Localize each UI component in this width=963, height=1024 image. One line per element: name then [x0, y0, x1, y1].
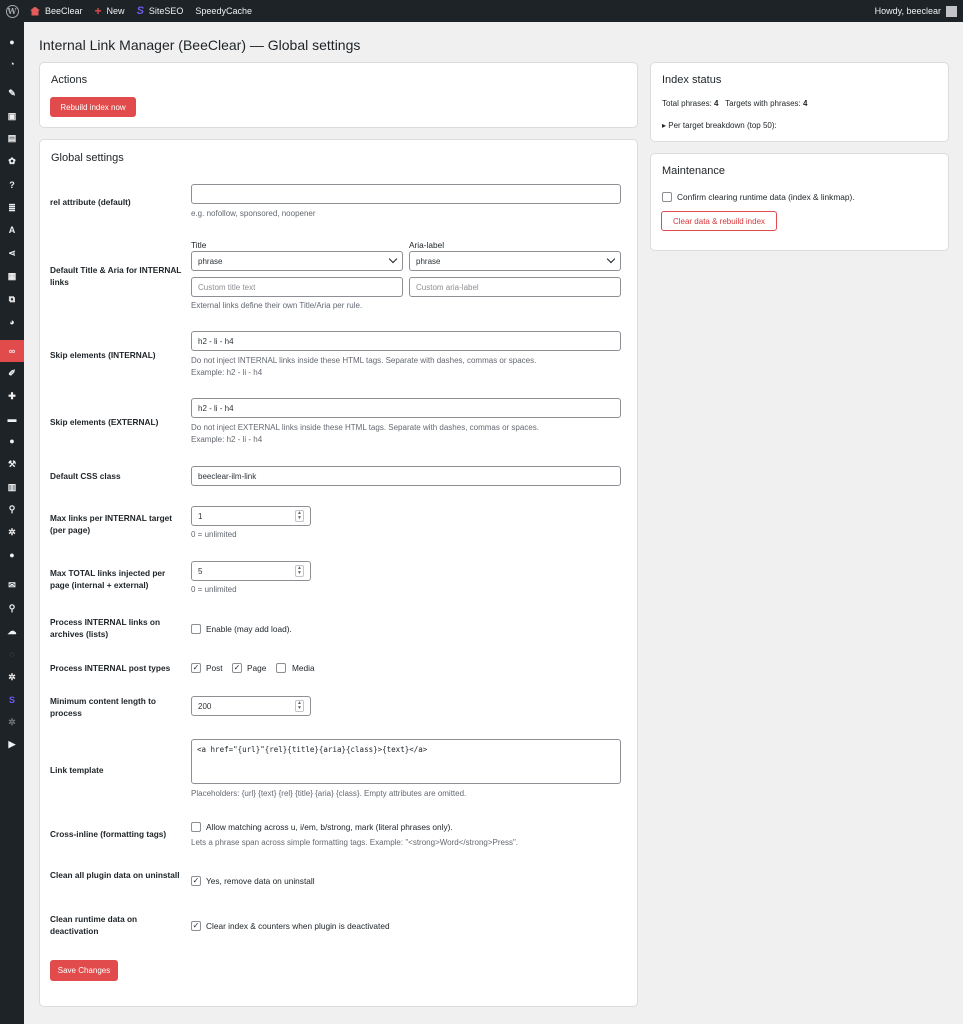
pages-icon[interactable]: ▤	[7, 132, 17, 143]
max-internal-help: 0 = unlimited	[191, 530, 237, 539]
post-type-post-checkbox[interactable]: ✓	[192, 663, 200, 672]
total-phrases-text: Total phrases: 4 Targets with phrases: 4	[662, 99, 808, 108]
comments-icon[interactable]: ✿	[8, 155, 16, 166]
rel-help: e.g. nofollow, sponsored, noopener	[191, 209, 316, 218]
post-type-page-label: Page	[247, 663, 267, 673]
aria-select[interactable]: phrase	[409, 251, 621, 271]
title-column-label: Title	[191, 240, 207, 250]
skip-external-input[interactable]: h2 - li - h4	[191, 398, 621, 418]
max-internal-input[interactable]: 1 ▲ ▼	[191, 506, 311, 526]
title-aria-help: External links define their own Title/Aria per rule.	[191, 301, 363, 310]
admin-sidebar	[0, 22, 24, 1024]
skip-internal-help: Do not inject INTERNAL links inside these HTML tags. Separate with dashes, commas or spaces.	[191, 356, 537, 365]
min-length-label: Minimum content length to process	[50, 696, 157, 718]
maintenance-panel	[650, 153, 949, 251]
rel-input[interactable]	[191, 184, 621, 204]
cross-inline-label: Cross-inline (formatting tags)	[50, 829, 167, 839]
per-target-breakdown-toggle[interactable]: ▸ Per target breakdown (top 50):	[662, 121, 777, 130]
cross-inline-checkbox[interactable]	[191, 822, 201, 832]
confirm-clear-label: Confirm clearing runtime data (index & linkmap).	[677, 192, 855, 202]
dashboard-icon[interactable]: ◔	[9, 59, 15, 69]
font-icon[interactable]: A	[8, 225, 16, 235]
skip-internal-example: Example: h2 - li - h4	[191, 368, 263, 377]
global-settings-title: Global settings	[51, 152, 124, 164]
stepper-icon[interactable]: ▲ ▼	[295, 565, 304, 577]
skip-external-label: Skip elements (EXTERNAL)	[50, 417, 159, 427]
profile-icon[interactable]: ●	[9, 550, 15, 560]
custom-aria-input[interactable]: Custom aria-label	[409, 277, 621, 297]
post-type-media-label: Media	[292, 663, 315, 673]
clean-deactivation-label: Clean runtime data on deactivation	[50, 914, 138, 936]
save-changes-button[interactable]: Save Changes	[50, 960, 118, 981]
title-aria-label: Default Title & Aria for INTERNAL links	[50, 265, 182, 287]
admin-bar	[0, 0, 963, 22]
min-length-input[interactable]: 200 ▲ ▼	[191, 696, 311, 716]
post-type-page-checkbox[interactable]: ✓	[233, 663, 241, 672]
css-class-label: Default CSS class	[50, 471, 121, 481]
stepper-icon[interactable]: ▲ ▼	[295, 510, 304, 522]
max-total-help: 0 = unlimited	[191, 585, 237, 594]
search-icon[interactable]: ⚲	[8, 503, 16, 514]
rebuild-index-button[interactable]: Rebuild index now	[50, 97, 136, 117]
siteseo-link[interactable]	[131, 0, 190, 22]
actions-panel	[39, 62, 638, 128]
media-icon[interactable]: ▣	[7, 110, 17, 121]
plus-icon: +	[94, 4, 102, 18]
stepper-icon[interactable]: ▲ ▼	[295, 700, 304, 712]
page-title: Internal Link Manager (BeeClear) — Global settings	[39, 37, 361, 53]
cog-icon[interactable]: ✲	[8, 716, 16, 727]
forms-icon[interactable]: ▦	[7, 270, 17, 281]
clean-deactivation-checkbox[interactable]: ✓	[192, 921, 200, 930]
site-name-label: BeeClear	[45, 6, 83, 16]
clean-uninstall-checkbox[interactable]: ✓	[192, 876, 200, 885]
wordpress-icon: W	[6, 5, 19, 18]
clean-uninstall-option-label: Yes, remove data on uninstall	[206, 876, 315, 886]
play-icon[interactable]: ▶	[8, 738, 16, 749]
link-template-textarea[interactable]: <a href="{url}"{rel}{title}{aria}{class}>{text}</a>	[191, 739, 621, 784]
index-status-panel	[650, 62, 949, 142]
speedycache-link[interactable]	[189, 0, 258, 22]
appearance-icon[interactable]: ✐	[8, 367, 16, 378]
aria-column-label: Aria-label	[409, 240, 445, 250]
css-class-input[interactable]: beeclear-ilm-link	[191, 466, 621, 486]
siteseo-label: SiteSEO	[148, 6, 184, 16]
title-select[interactable]: phrase	[191, 251, 403, 271]
clean-deactivation-option-label: Clear index & counters when plugin is deactivated	[206, 921, 390, 931]
search-icon[interactable]: ⚲	[8, 602, 16, 613]
user-icon[interactable]: ●	[9, 37, 15, 47]
speedycache-label: SpeedyCache	[195, 6, 252, 16]
widget-icon[interactable]: ▥	[7, 481, 17, 492]
targets-value: 4	[803, 99, 808, 108]
new-label: New	[106, 6, 125, 16]
actions-title: Actions	[51, 74, 88, 86]
gear-icon[interactable]: ✲	[8, 671, 16, 682]
help-icon[interactable]: ?	[9, 180, 15, 190]
files-icon[interactable]: ▬	[7, 414, 17, 424]
table-icon[interactable]: ≣	[8, 202, 16, 213]
skip-external-example: Example: h2 - li - h4	[191, 435, 263, 444]
post-type-media-checkbox[interactable]	[276, 663, 286, 673]
rel-label: rel attribute (default)	[50, 197, 131, 207]
max-internal-label: Max links per INTERNAL target (per page)	[50, 513, 173, 535]
siteseo-icon: S	[136, 5, 144, 17]
post-types-label: Process INTERNAL post types	[50, 663, 171, 673]
archives-label: Process INTERNAL links on archives (lists)	[50, 617, 161, 639]
analytics-icon[interactable]: ◕	[9, 317, 15, 327]
pin-icon[interactable]: ✎	[8, 87, 16, 98]
link-template-label: Link template	[50, 765, 104, 775]
share-icon[interactable]: ⋖	[8, 247, 16, 258]
cross-inline-help: Lets a phrase span across simple formatting tags. Example: "<strong>Word</strong>Press".	[191, 838, 519, 847]
skip-external-help: Do not inject EXTERNAL links inside these HTML tags. Separate with dashes, commas or spaces.	[191, 423, 540, 432]
clear-data-button[interactable]: Clear data & rebuild index	[661, 211, 777, 231]
account-menu[interactable]	[869, 0, 963, 22]
mail-icon[interactable]: ✉	[8, 579, 16, 590]
confirm-clear-checkbox[interactable]	[662, 192, 672, 202]
max-total-input[interactable]: 5 ▲ ▼	[191, 561, 311, 581]
link-icon[interactable]: ∞	[0, 340, 24, 362]
maintenance-title: Maintenance	[662, 165, 725, 177]
home-icon	[30, 7, 40, 16]
speed-icon[interactable]: ◌	[9, 649, 15, 659]
index-status-title: Index status	[662, 74, 722, 86]
archives-checkbox[interactable]	[191, 624, 201, 634]
cloud-icon[interactable]: ☁	[7, 625, 17, 636]
chevron-down-icon	[389, 255, 397, 263]
max-total-label: Max TOTAL links injected per page (internal + external)	[50, 568, 166, 590]
site-name-link[interactable]	[24, 0, 89, 22]
chevron-down-icon	[607, 255, 615, 263]
howdy-label: Howdy, beeclear	[874, 6, 941, 16]
cross-inline-option-label: Allow matching across u, i/em, b/strong, mark (literal phrases only).	[206, 822, 453, 832]
archives-option-label: Enable (may add load).	[206, 624, 292, 634]
wordpress-logo-button[interactable]	[0, 0, 24, 22]
new-content-link[interactable]	[89, 0, 131, 22]
custom-title-input[interactable]: Custom title text	[191, 277, 403, 297]
skip-internal-input[interactable]: h2 - li - h4	[191, 331, 621, 351]
settings-icon[interactable]: ✲	[8, 526, 16, 537]
total-phrases-value: 4	[714, 99, 719, 108]
clean-uninstall-label: Clean all plugin data on uninstall	[50, 870, 180, 880]
post-type-post-label: Post	[206, 663, 223, 673]
tools-icon[interactable]: ⚒	[7, 458, 17, 469]
avatar	[946, 6, 957, 17]
skip-internal-label: Skip elements (INTERNAL)	[50, 350, 156, 360]
plugins-icon[interactable]: ✚	[8, 390, 16, 401]
siteseo-icon[interactable]: S	[8, 695, 15, 705]
link-template-help: Placeholders: {url} {text} {rel} {title} {aria} {class}. Empty attributes are omitted.	[191, 789, 467, 798]
translate-icon[interactable]: ⧉	[8, 293, 16, 304]
users-icon[interactable]: ●	[9, 436, 15, 446]
